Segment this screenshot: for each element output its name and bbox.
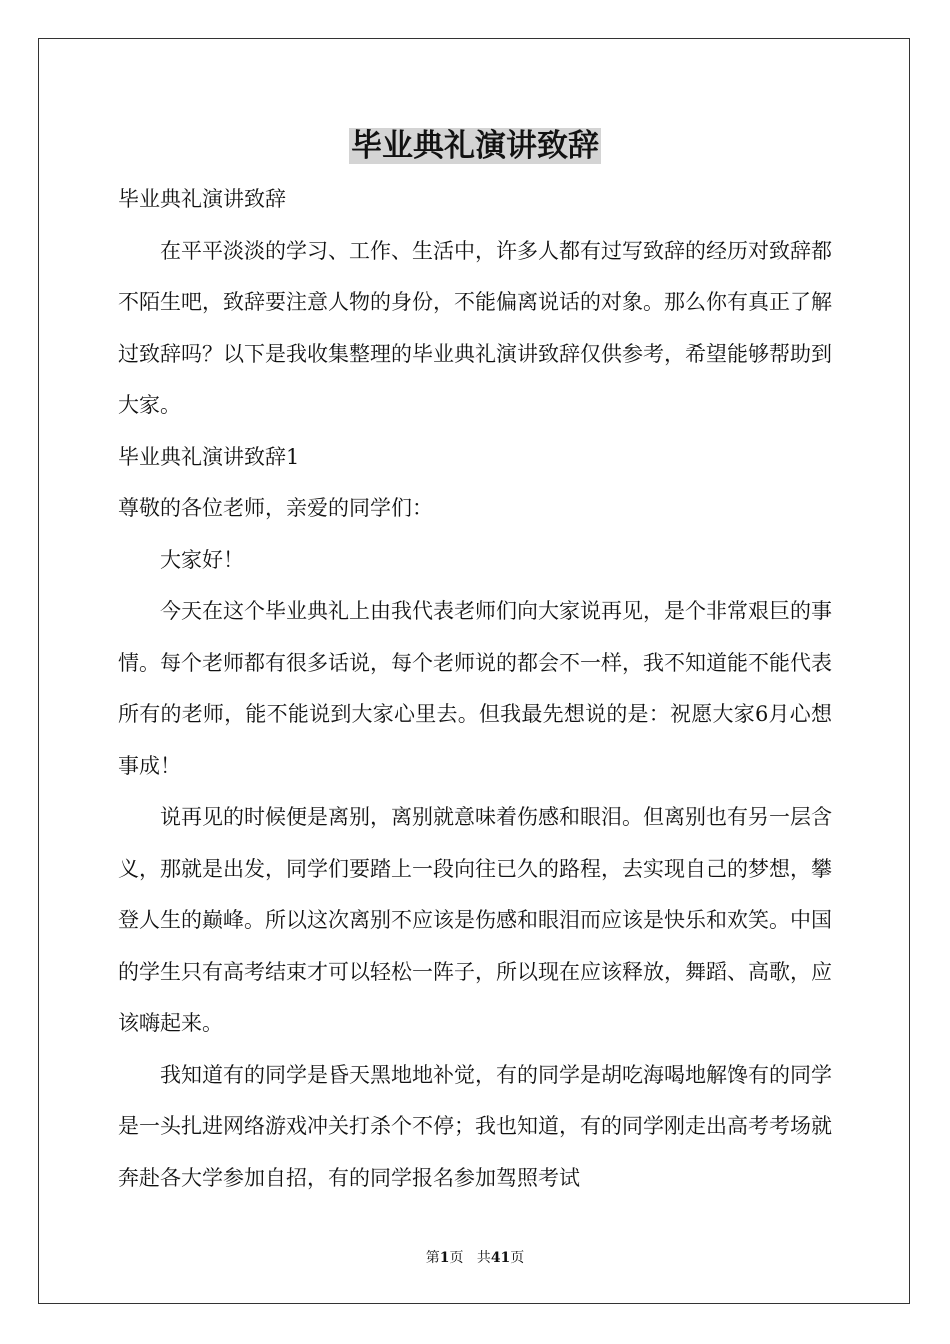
document-title [0, 124, 950, 168]
paragraph-greeting: 大家好！ [160, 547, 244, 572]
footer-prefix: 第 [425, 1250, 440, 1266]
document-body [118, 174, 832, 1204]
footer-total-pages: 41 [490, 1250, 511, 1266]
paragraph-body-1: 今天在这个毕业典礼上由我代表老师们向大家说再见，是个非常艰巨的事情。每个老师都有很多话说，每个老师说的都会不一样，我不知道能不能代表所有的老师，能不能说到大家心里去。但我最先想说的是：祝愿大家6月心想事成！ [118, 599, 832, 778]
paragraph-salutation: 尊敬的各位老师，亲爱的同学们： [118, 496, 433, 520]
paragraph-body-3: 我知道有的同学是昏天黑地地补觉，有的同学是胡吃海喝地解馋有的同学是一头扎进网络游戏冲关打杀个不停；我也知道，有的同学刚走出高考考场就奔赴各大学参加自招，有的同学报名参加驾照考试 [118, 1062, 832, 1190]
paragraph-body-2: 说再见的时候便是离别，离别就意味着伤感和眼泪。但离别也有另一层含义，那就是出发，同学们要踏上一段向往已久的路程，去实现自己的梦想，攀登人生的巅峰。所以这次离别不应该是伤感和眼泪而应该是快乐和欢笑。中国的学生只有高考结束才可以轻松一阵子，所以现在应该释放，舞蹈、高歌，应该嗨起来。 [118, 805, 832, 1035]
footer-current-page: 1 [439, 1250, 450, 1266]
document-title-text: 毕业典礼演讲致辞 [351, 128, 599, 164]
page-footer [0, 1248, 950, 1268]
paragraph-subtitle: 毕业典礼演讲致辞 [118, 187, 286, 211]
footer-page-unit: 页 [449, 1250, 464, 1266]
footer-total-unit: 页 [510, 1250, 525, 1266]
footer-total-prefix: 共 [476, 1250, 491, 1266]
paragraph-section-heading: 毕业典礼演讲致辞1 [118, 444, 300, 469]
paragraph-intro: 在平平淡淡的学习、工作、生活中，许多人都有过写致辞的经历对致辞都不陌生吧，致辞要注意人物的身份，不能偏离说话的对象。那么你有真正了解过致辞吗？以下是我收集整理的毕业典礼演讲致辞仅供参考，希望能够帮助到大家。 [118, 238, 832, 417]
